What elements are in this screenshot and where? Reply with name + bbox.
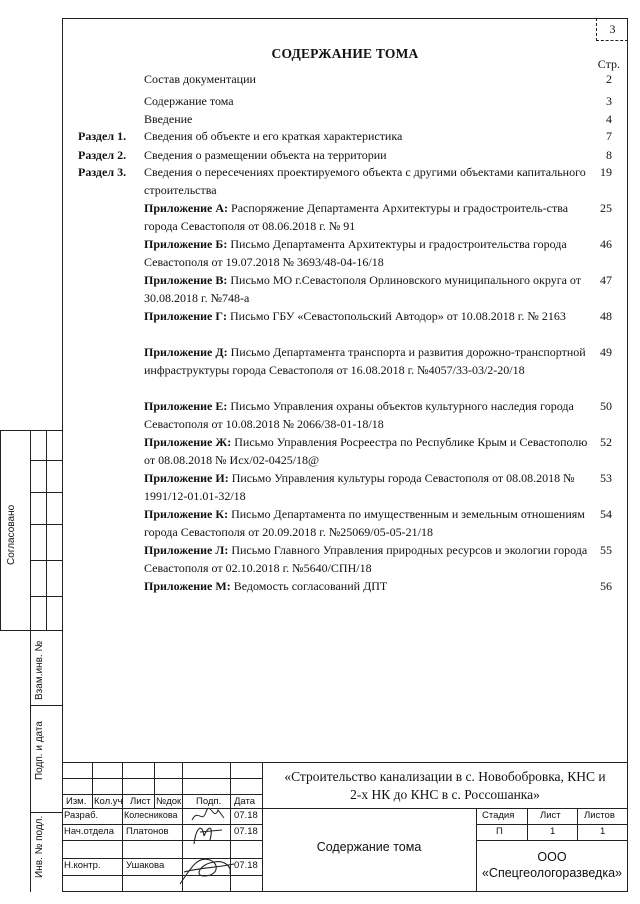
- toc-entry-text: Содержание тома: [144, 94, 234, 108]
- header-ndok: №док: [156, 796, 182, 807]
- org-line1: ООО: [537, 850, 567, 864]
- toc-page-number: 53: [600, 471, 612, 485]
- toc-page-number: 49: [600, 345, 612, 359]
- toc-entry: [144, 163, 592, 199]
- sheets-label: Листов: [584, 810, 615, 821]
- toc-entry-text: Введение: [144, 112, 193, 126]
- toc-entry-text: Письмо МО г.Севастополя Орлиновского муниципального округа от 30.08.2018 г. №748-а: [144, 273, 582, 305]
- toc-page-number: 48: [600, 309, 612, 323]
- toc-appendix-label: Приложение Г:: [144, 309, 228, 323]
- name-head: Платонов: [126, 826, 169, 837]
- stage-value: П: [496, 826, 503, 837]
- toc-entry-text: Письмо ГБУ «Севастопольский Автодор» от 10.08.2018 г. № 2163: [230, 309, 566, 323]
- toc-appendix-label: Приложение Л:: [144, 543, 229, 557]
- toc-page-number: 55: [600, 543, 612, 557]
- date-nkontr: 07.18: [234, 860, 258, 871]
- role-head: Нач.отдела: [64, 826, 114, 837]
- toc-entry-text: Письмо Главного Управления природных ресурсов и экологии города Севастополя от 02.10.2018 г. №5640/СПН/18: [144, 543, 588, 575]
- toc-entry: [144, 70, 592, 88]
- sheets-value: 1: [600, 826, 606, 837]
- inv-orig-label: Инв. № подл.: [34, 815, 45, 878]
- toc-entry-text: Состав документации: [144, 72, 256, 86]
- toc-page-number: 2: [606, 72, 612, 86]
- header-kol-uch: Кол.уч: [94, 796, 123, 807]
- toc-section-label: Раздел 2.: [78, 148, 127, 162]
- toc-entry: [144, 235, 592, 271]
- page-title: СОДЕРЖАНИЕ ТОМА: [271, 46, 419, 61]
- toc-page-number: 47: [600, 273, 612, 287]
- toc-page-number: 52: [600, 435, 612, 449]
- toc-page-number: 50: [600, 399, 612, 413]
- toc-appendix-label: Приложение Ж:: [144, 435, 232, 449]
- toc-entry-text: Письмо Департамента транспорта и развития дорожно-транспортной инфраструктуры города Севастополя от 16.08.2018 г. №4057/33-03/2-20/18: [144, 345, 586, 377]
- toc-appendix-label: Приложение В:: [144, 273, 228, 287]
- signature-head: [188, 818, 232, 848]
- sheet-value: 1: [550, 826, 556, 837]
- replaced-inv-label: Взам.инв. №: [34, 640, 45, 700]
- header-izm: Изм.: [66, 796, 87, 807]
- toc-section-label: Раздел 1.: [78, 129, 127, 143]
- toc-entry: [144, 433, 592, 469]
- toc-page-number: 4: [606, 112, 612, 126]
- toc-entry-text: Сведения об объекте и его краткая характеристика: [144, 129, 403, 143]
- signature-nkontr: [174, 846, 240, 890]
- toc-entry-text: Письмо Департамента по имущественным и земельным отношениям города Севастополя от 20.09.2018 г. №25069/05-05-21/18: [144, 507, 585, 539]
- toc-entry-text: Письмо Департамента Архитектуры и градостроительства города Севастополя от 19.07.2018 № 3693/48-04-16/18: [144, 237, 567, 269]
- toc-page-number: 25: [600, 201, 612, 215]
- date-razrab: 07.18: [234, 810, 258, 821]
- toc-page-number: 7: [606, 129, 612, 143]
- stage-label: Стадия: [482, 810, 515, 821]
- toc-entry: [144, 343, 592, 379]
- toc-entry-text: Письмо Управления культуры города Севастополя от 08.08.2018 № 1991/12-01.01-32/18: [144, 471, 575, 503]
- sign-date-label: Подп. и дата: [34, 721, 45, 780]
- toc-entry-text: Распоряжение Департамента Архитектуры и градостроитель-ства города Севастополя от 08.06.2018 г. № 91: [144, 201, 569, 233]
- toc-appendix-label: Приложение Б:: [144, 237, 228, 251]
- toc-entry: [144, 577, 592, 595]
- toc-page-number: 56: [600, 579, 612, 593]
- name-nkontr: Ушакова: [126, 860, 165, 871]
- sheet-number: 3: [596, 18, 628, 41]
- date-head: 07.18: [234, 826, 258, 837]
- toc-entry-text: Ведомость согласований ДПТ: [233, 579, 388, 593]
- toc-entry: [144, 199, 592, 235]
- name-razrab: Колесникова: [124, 810, 178, 820]
- toc-page-number: 19: [600, 165, 612, 179]
- toc-entry: [144, 505, 592, 541]
- header-podp: Подп.: [196, 796, 222, 807]
- agreed-label: Согласовано: [6, 504, 17, 565]
- toc-entry-text: Письмо Управления Росреестра по Республике Крым и Севастополю от 08.08.2018 № Исх/02-0425/18@: [144, 435, 588, 467]
- toc-page-number: 3: [606, 94, 612, 108]
- title-block: [62, 762, 628, 892]
- toc-page-number: 8: [606, 148, 612, 162]
- sheet-label: Лист: [540, 810, 561, 821]
- header-list: Лист: [130, 796, 151, 807]
- toc-appendix-label: Приложение К:: [144, 507, 229, 521]
- toc-appendix-label: Приложение А:: [144, 201, 229, 215]
- toc-entry: [144, 541, 592, 577]
- toc-appendix-label: Приложение И:: [144, 471, 229, 485]
- toc-entry: [144, 92, 592, 110]
- role-razrab: Разраб.: [64, 810, 99, 821]
- toc-page-number: 54: [600, 507, 612, 521]
- toc-entry-text: Сведения о размещении объекта на территории: [144, 148, 387, 162]
- project-title: «Строительство канализации в с. Новобобровка, КНС и 2-х НК до КНС в с. Россошанка»: [284, 769, 606, 802]
- doc-title: Содержание тома: [316, 840, 422, 854]
- toc-entry: [144, 397, 592, 433]
- toc-entry: [144, 127, 592, 145]
- page-column-label: Стр.: [597, 57, 620, 71]
- toc-page-number: 46: [600, 237, 612, 251]
- header-data: Дата: [234, 796, 256, 807]
- toc-section-label: Раздел 3.: [78, 165, 127, 179]
- toc-appendix-label: Приложение М:: [144, 579, 231, 593]
- role-nkontr: Н.контр.: [64, 860, 101, 871]
- toc-appendix-label: Приложение Е:: [144, 399, 228, 413]
- toc-entry-text: Письмо Управления охраны объектов культурного наследия города Севастополя от 10.08.2018 № 2066/38-01-18/18: [144, 399, 574, 431]
- toc-entry: [144, 307, 592, 325]
- toc-entry: [144, 146, 592, 164]
- org-line2: «Спецгеологоразведка»: [481, 866, 622, 880]
- toc-entry: [144, 271, 592, 307]
- toc-entry-text: Сведения о пересечениях проектируемого объекта с другими объектами капитального строительства: [144, 165, 586, 197]
- toc-entry: [144, 110, 592, 128]
- toc-appendix-label: Приложение Д:: [144, 345, 228, 359]
- toc-entry: [144, 469, 592, 505]
